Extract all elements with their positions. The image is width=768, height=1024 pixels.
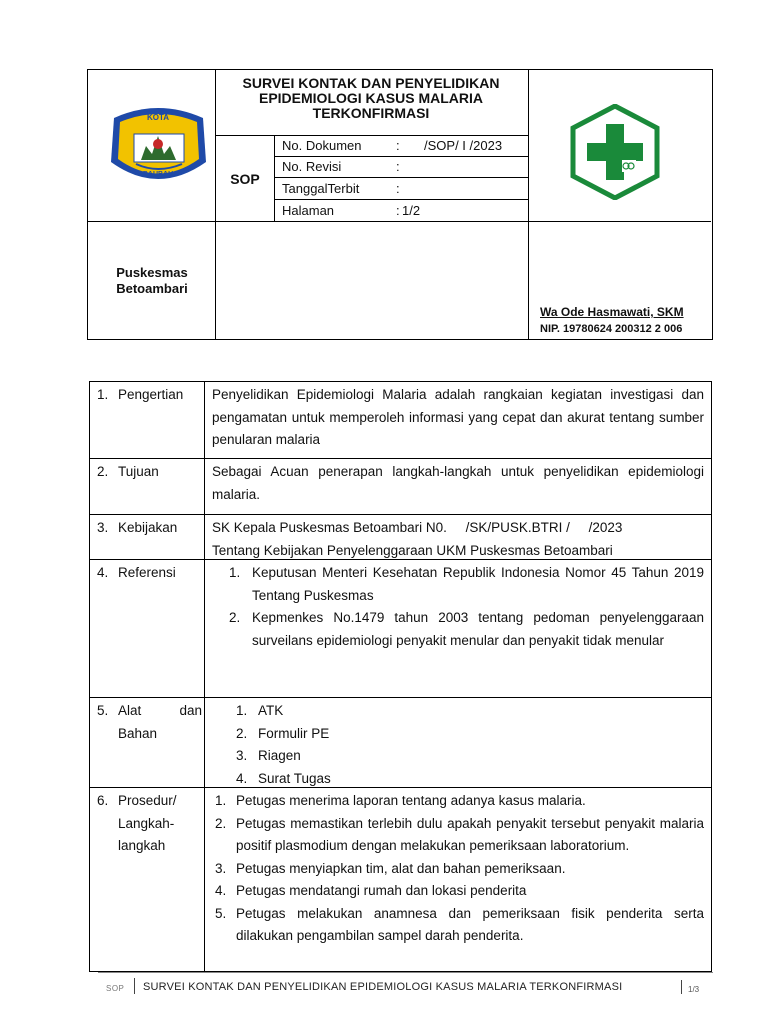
list-item: 1. Petugas menerima laporan tentang adanya kasus malaria. bbox=[215, 793, 586, 808]
section-title: Referensi bbox=[118, 565, 176, 580]
meta-key: TanggalTerbit bbox=[282, 181, 360, 196]
section-text bbox=[212, 517, 704, 562]
section-title: Alat dan Bahan bbox=[118, 703, 202, 741]
section-referensi bbox=[90, 559, 711, 698]
signer-name: Wa Ode Hasmawati, SKM bbox=[540, 305, 684, 319]
list-item: 1. Keputusan Menteri Kesehatan Republik Indonesia Nomor 45 Tahun 2019 Tentang Puskesmas bbox=[229, 565, 704, 603]
section-text: Sebagai Acuan penerapan langkah-langkah untuk penyelidikan epidemiologi malaria. bbox=[212, 464, 704, 502]
section-alat-bahan bbox=[90, 697, 711, 788]
meta-colon: : bbox=[396, 203, 400, 218]
meta-row-tanggal-terbit bbox=[282, 178, 532, 200]
meta-key: No. Dokumen bbox=[282, 138, 362, 153]
list-item: 4. Petugas mendatangi rumah dan lokasi penderita bbox=[215, 883, 527, 898]
section-title: Kebijakan bbox=[118, 520, 178, 535]
section-number: 6. bbox=[97, 793, 109, 808]
footer-separator bbox=[134, 978, 135, 994]
meta-value: 1/2 bbox=[402, 203, 421, 218]
organization-name: Puskesmas Betoambari bbox=[116, 265, 188, 296]
kebijakan-line-1: SK Kepala Puskesmas Betoambari N0. /SK/PUSK.BTRI / /2023 bbox=[212, 520, 623, 535]
meta-colon: : bbox=[396, 159, 400, 174]
list-item: 3. Riagen bbox=[236, 748, 301, 763]
section-prosedur bbox=[90, 787, 711, 972]
section-title: Pengertian bbox=[118, 387, 184, 402]
section-number: 5. bbox=[97, 703, 109, 718]
document-title: SURVEI KONTAK DAN PENYELIDIKAN EPIDEMIOLOGI KASUS MALARIA TERKONFIRMASI bbox=[242, 75, 500, 121]
meta-row-halaman bbox=[282, 200, 532, 222]
logo-top-text: KOTA bbox=[146, 113, 170, 122]
section-number: 2. bbox=[97, 464, 109, 479]
section-pengertian bbox=[90, 382, 711, 458]
signer-nip: NIP. 19780624 200312 2 006 bbox=[540, 323, 683, 335]
list-item: 5. Petugas melakukan anamnesa dan pemeriksaan fisik penderita serta dilakukan pengambilan sampel darah penderita. bbox=[215, 905, 704, 943]
meta-value: /SOP/ I /2023 bbox=[424, 138, 503, 153]
sop-label: SOP bbox=[230, 171, 260, 187]
meta-key: No. Revisi bbox=[282, 159, 342, 174]
list-item: 3. Petugas menyiapkan tim, alat dan bahan pemeriksaan. bbox=[215, 860, 566, 876]
section-text: Penyelidikan Epidemiologi Malaria adalah rangkaian kegiatan investigasi dan pengamatan untuk memperoleh informasi yang cepat dan akurat tentang sumber penularan malaria bbox=[212, 387, 704, 447]
kota-baubau-logo bbox=[106, 104, 211, 194]
list-item: 2. Kepmenkes No.1479 tahun 2003 tentang pedoman penyelenggaraan surveilans epidemiologi penyakit menular dan penyakit tidak menular bbox=[229, 610, 704, 648]
meta-row-no-dokumen bbox=[282, 135, 532, 157]
section-title: Prosedur/ Langkah-langkah bbox=[118, 793, 177, 853]
section-number: 1. bbox=[97, 387, 109, 402]
footer-separator bbox=[681, 980, 682, 994]
list-item: 4. Surat Tugas bbox=[236, 770, 331, 786]
meta-row-no-revisi bbox=[282, 156, 532, 178]
logo-bottom-text: BAUBAU bbox=[142, 171, 174, 178]
footer-sop-label: SOP bbox=[106, 984, 125, 993]
sop-header-table bbox=[87, 69, 713, 340]
meta-colon: : bbox=[396, 138, 400, 153]
footer-title: SURVEI KONTAK DAN PENYELIDIKAN EPIDEMIOLOGI KASUS MALARIA TERKONFIRMASI bbox=[143, 981, 623, 993]
footer-page-number: 1/3 bbox=[688, 985, 700, 994]
meta-key: Halaman bbox=[282, 203, 335, 218]
kebijakan-line-2: Tentang Kebijakan Penyelenggaraan UKM Puskesmas Betoambari bbox=[212, 542, 613, 558]
sop-content-table bbox=[89, 381, 712, 972]
puskesmas-cross-logo bbox=[566, 104, 664, 200]
page-footer bbox=[98, 972, 713, 996]
section-number: 4. bbox=[97, 565, 109, 580]
meta-colon: : bbox=[396, 181, 400, 196]
sop-divider bbox=[274, 135, 275, 221]
section-title: Tujuan bbox=[118, 464, 159, 479]
section-tujuan bbox=[90, 458, 711, 515]
list-item: 2. Petugas memastikan terlebih dulu apakah penyakit tersebut penyakit malaria positif plasmodium dengan melakukan pemeriksaan laboratorium. bbox=[215, 815, 704, 853]
section-list bbox=[208, 790, 704, 948]
section-number: 3. bbox=[97, 520, 109, 535]
section-list bbox=[212, 700, 704, 790]
section-kebijakan bbox=[90, 514, 711, 560]
list-item: 1. ATK bbox=[236, 703, 284, 718]
section-list bbox=[212, 562, 704, 652]
list-item: 2. Formulir PE bbox=[236, 725, 330, 741]
